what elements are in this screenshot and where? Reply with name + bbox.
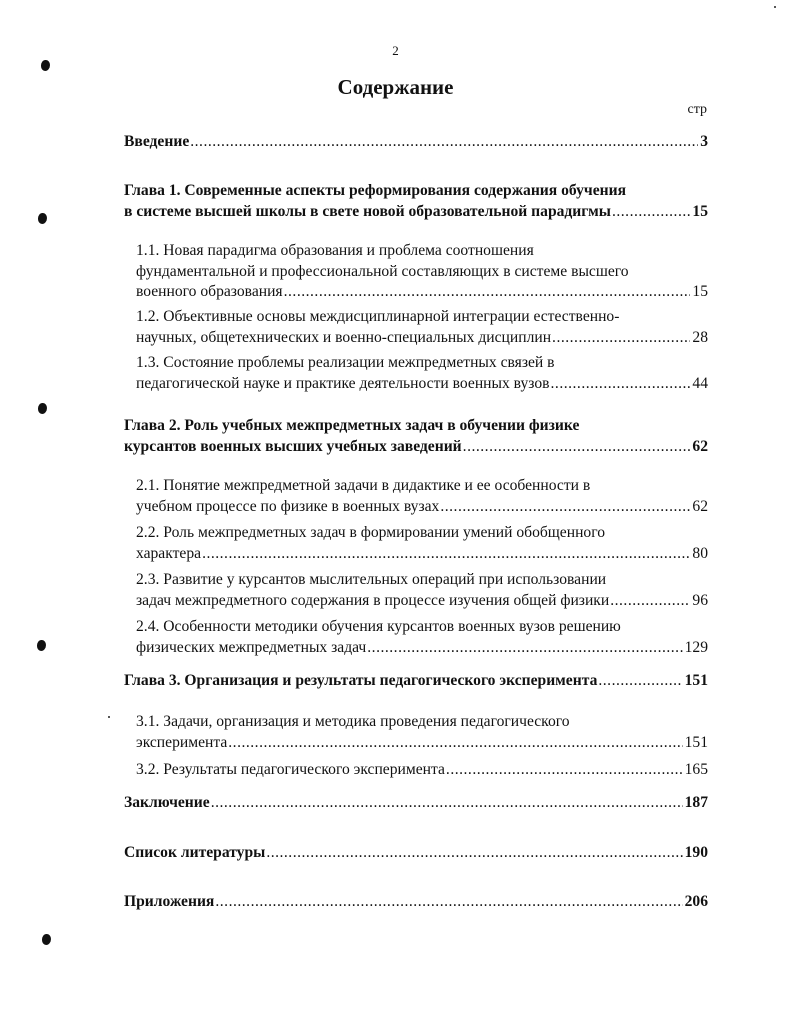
dot-leader [440,497,690,518]
page-number: 2 [392,43,399,58]
toc-entry-conclusion [124,793,708,814]
toc-entry-introduction [124,132,708,153]
toc-entry-section-1-2 [136,307,708,348]
toc-entry-section-1-1 [136,241,708,303]
dot-leader [190,132,698,153]
toc-page-number: 165 [684,761,708,778]
dot-leader [598,671,682,692]
page-title: Содержание [337,75,454,99]
dot-leader [202,544,690,565]
toc-entry-title-line: 3.1. Задачи, организация и методика проведения педагогического [136,713,570,730]
toc-entry-title-line: 2.2. Роль межпредметных задач в формировании умений обобщенного [136,524,606,541]
toc-entry-chapter-2 [124,416,708,457]
toc-page-number: 96 [692,591,708,609]
dot-leader [463,437,691,458]
dot-leader [367,638,682,659]
toc-page-number: 151 [684,733,708,751]
toc-entry-title: 3.2. Результаты педагогического эксперимента [136,761,445,778]
toc-entry-title-line: 2.1. Понятие межпредметной задачи в дидактике и ее особенности в [136,477,591,494]
toc-entry-title-line: Глава 1. Современные аспекты реформирования содержания обучения [124,182,627,199]
binder-hole-mark [41,60,50,71]
toc-entry-title-line: 1.2. Объективные основы междисциплинарной интеграции естественно- [136,308,620,325]
toc-entry-title-line: педагогической науке и практике деятельности военных вузов [136,374,550,392]
toc-entry-appendices [124,892,708,913]
dot-leader [551,374,691,395]
scan-speck [774,6,776,8]
toc-entry-title-line: 1.1. Новая парадигма образования и проблема соотношения [136,242,534,259]
toc-page-number: 28 [692,328,708,346]
toc-page-number: 62 [692,497,708,515]
binder-hole-mark [37,640,46,651]
toc-entry-section-3-1 [136,712,708,753]
dot-leader [211,793,683,814]
toc-entry-title: Введение [124,133,190,150]
toc-page-number: 129 [684,638,708,656]
toc-entry-title-line: курсантов военных высших учебных заведений [124,437,462,455]
toc-entry-section-3-2 [136,760,708,781]
toc-entry-title-line: 1.3. Состояние проблемы реализации межпредметных связей в [136,354,555,371]
dot-leader [446,760,683,781]
toc-page-number: 62 [692,437,708,455]
toc-entry-chapter-1 [124,181,708,222]
toc-entry-section-1-3 [136,353,708,394]
toc-entry-title-line: научных, общетехнических и военно-специальных дисциплин [136,328,552,346]
toc-entry-title: Заключение [124,794,210,811]
toc-page-number: 206 [684,893,708,910]
toc-entry-bibliography [124,843,708,864]
toc-entry-title: Приложения [124,893,215,910]
toc-page-number: 3 [700,133,708,150]
dot-leader [266,843,682,864]
toc-entry-title-line: 2.4. Особенности методики обучения курсантов военных вузов решению [136,618,621,635]
toc-entry-section-2-4 [136,617,708,658]
toc-entry-section-2-2 [136,523,708,564]
toc-page-number: 190 [684,844,708,861]
dot-leader [610,591,690,612]
toc-entry-title-line: задач межпредметного содержания в процессе изучения общей физики [136,591,610,609]
toc-page-number: 44 [692,374,708,392]
toc-entry-title-line: учебном процессе по физике в военных вузах [136,497,440,515]
toc-entry-chapter-3 [124,671,708,692]
dot-leader [215,892,682,913]
toc-page-number: 15 [692,202,708,220]
toc-entry-section-2-1 [136,476,708,517]
dot-leader [228,733,682,754]
toc-entry-title-line: физических межпредметных задач [136,638,367,656]
binder-hole-mark [42,934,51,945]
toc-page-number: 187 [684,794,708,811]
dot-leader [552,328,690,349]
toc-entry-title: Список литературы [124,844,266,861]
toc-entry-title-line: военного образования [136,283,283,300]
binder-hole-mark [38,403,47,414]
toc-entry-title-line: эксперимента [136,733,228,751]
toc-page-number: 15 [692,283,708,300]
page-column-label: стр [687,102,707,117]
toc-entry-title: Глава 3. Организация и результаты педагогического эксперимента [124,672,598,689]
toc-page-number: 80 [692,544,708,562]
toc-entry-title-line: в системе высшей школы в свете новой образовательной парадигмы [124,202,611,220]
scan-speck [108,716,110,718]
toc-entry-title-line: фундаментальной и профессиональной составляющих в системе высшего [136,262,629,280]
toc-entry-title-line: характера [136,544,202,562]
dot-leader [284,282,691,303]
toc-entry-title-line: 2.3. Развитие у курсантов мыслительных операций при использовании [136,571,607,588]
toc-page-number: 151 [684,672,708,689]
binder-hole-mark [38,213,47,224]
toc-entry-section-2-3 [136,570,708,611]
toc-entry-title-line: Глава 2. Роль учебных межпредметных задач в обучении физике [124,417,580,434]
dot-leader [612,202,690,223]
